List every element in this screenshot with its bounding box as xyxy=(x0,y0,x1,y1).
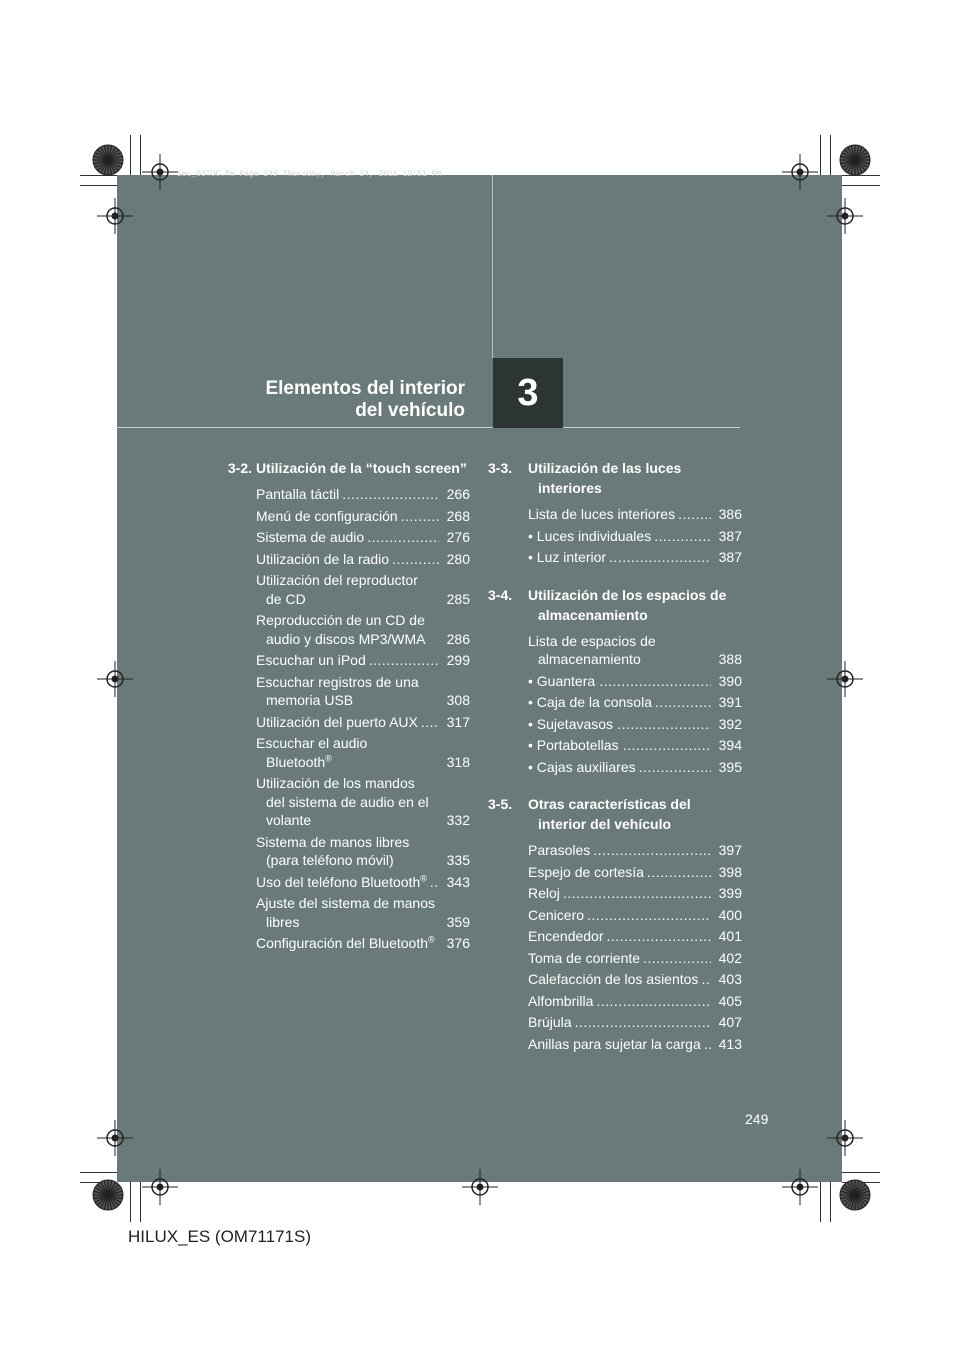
toc-entry-label: Escuchar registros de una memoria USB xyxy=(256,673,419,708)
toc-entry[interactable] xyxy=(528,693,742,712)
toc-entry-label: • Sujetavasos xyxy=(528,715,614,732)
dot-leader xyxy=(587,906,711,925)
dot-leader xyxy=(599,672,711,691)
toc-entry-page: 399 xyxy=(718,885,742,901)
divider-horizontal xyxy=(117,427,740,428)
toc-entry[interactable] xyxy=(528,505,742,524)
toc-entry[interactable] xyxy=(528,841,742,860)
toc-entry-page: 413 xyxy=(718,1035,742,1052)
toc-entry[interactable] xyxy=(528,927,742,946)
toc-entry-label: Anillas para sujetar la carga xyxy=(528,1035,701,1052)
toc-entry[interactable] xyxy=(256,713,470,732)
toc-entry[interactable] xyxy=(256,934,470,953)
registration-mark-icon xyxy=(827,198,863,234)
toc-entry-page: 335 xyxy=(446,852,470,868)
registration-mark-icon xyxy=(827,661,863,697)
toc-entry-label: Cenicero xyxy=(528,906,585,923)
toc-column-left xyxy=(200,458,470,961)
toc-column-right xyxy=(488,458,742,1071)
dot-leader xyxy=(643,949,711,968)
dot-leader xyxy=(563,884,711,903)
toc-entry-page: 387 xyxy=(718,527,742,544)
toc-entry-label: Sistema de audio xyxy=(256,529,365,545)
toc-entry-page: 392 xyxy=(718,715,742,732)
crop-mark xyxy=(140,1182,141,1222)
crop-mark xyxy=(830,1182,831,1222)
chapter-number: 3 xyxy=(493,358,563,428)
section-number: 3-4. xyxy=(488,586,513,603)
toc-entry-label: Pantalla táctil xyxy=(256,486,340,502)
toc-entry-page: 276 xyxy=(446,529,470,545)
toc-entry-label: • Luces individuales xyxy=(528,527,652,544)
toc-entry-page: 376 xyxy=(446,935,470,951)
dot-leader xyxy=(575,1013,711,1032)
toc-entry-page: 266 xyxy=(446,486,470,502)
toc-entry[interactable] xyxy=(528,884,742,903)
toc-entry-label: Lista de luces interiores xyxy=(528,506,676,522)
starburst-mark-icon xyxy=(839,144,871,176)
header-stamp: Sec_03TOC.fm Page 249 Thursday, March 24, 2011 12:51 PM xyxy=(177,170,442,179)
toc-entry[interactable] xyxy=(256,894,470,931)
toc-entry[interactable] xyxy=(256,774,470,830)
toc-entry[interactable] xyxy=(256,734,470,771)
dot-leader xyxy=(593,841,711,860)
section-title: Utilización de las luces interiores xyxy=(528,460,682,496)
toc-entry-label: • Guantera xyxy=(528,672,596,689)
divider-vertical xyxy=(492,175,493,358)
toc-entry-page: 343 xyxy=(446,873,470,890)
toc-entry-page: 402 xyxy=(718,949,742,966)
toc-entry[interactable] xyxy=(528,1035,742,1054)
toc-entry[interactable] xyxy=(256,673,470,710)
starburst-mark-icon xyxy=(92,1179,124,1211)
toc-entry-page: 318 xyxy=(446,753,470,770)
toc-entry-page: 407 xyxy=(718,1014,742,1030)
dot-leader xyxy=(367,528,439,547)
dot-leader xyxy=(655,693,711,712)
crop-mark xyxy=(80,185,117,186)
dot-leader xyxy=(342,485,439,504)
toc-entry[interactable] xyxy=(528,1013,742,1032)
toc-entry[interactable] xyxy=(528,992,742,1011)
toc-entry[interactable] xyxy=(256,528,470,547)
toc-entry-label: • Portabotellas xyxy=(528,737,619,753)
dot-leader xyxy=(639,758,711,777)
toc-entry[interactable] xyxy=(256,651,470,670)
toc-section xyxy=(488,458,742,567)
dot-leader xyxy=(623,736,711,755)
toc-entry[interactable] xyxy=(528,949,742,968)
toc-entry-label: Brújula xyxy=(528,1014,572,1030)
dot-leader xyxy=(392,550,439,569)
toc-entry-label: • Cajas auxiliares xyxy=(528,758,636,775)
toc-entry-page: 286 xyxy=(446,630,470,647)
toc-entry-page: 401 xyxy=(718,928,742,944)
toc-entry-page: 386 xyxy=(718,506,742,522)
chapter-title xyxy=(265,378,465,422)
toc-section xyxy=(200,458,470,953)
toc-entry-label: Menú de configuración xyxy=(256,507,398,524)
dot-leader xyxy=(438,934,439,953)
toc-entry[interactable] xyxy=(528,548,742,567)
registration-mark-icon xyxy=(97,1120,133,1156)
toc-entry-label: Toma de corriente xyxy=(528,949,641,966)
toc-entry-label: Escuchar el audio Bluetooth® xyxy=(256,735,368,770)
crop-mark xyxy=(80,1172,117,1173)
dot-leader xyxy=(401,507,439,526)
toc-entry-label: Reproducción de un CD de audio y discos MP3/WMA xyxy=(256,612,426,647)
toc-entry-page: 268 xyxy=(446,507,470,524)
toc-entry-label: Alfombrilla xyxy=(528,992,594,1009)
section-title: Otras características del interior del vehículo xyxy=(528,796,691,832)
toc-section xyxy=(488,585,742,777)
toc-entry-label: Reloj xyxy=(528,885,560,901)
section-number: 3-2. xyxy=(227,460,252,476)
crop-mark xyxy=(830,135,831,175)
toc-entry[interactable] xyxy=(256,611,470,648)
crop-mark xyxy=(130,135,131,175)
dot-leader xyxy=(421,713,439,732)
toc-entry[interactable] xyxy=(256,833,470,870)
toc-entry-page: 395 xyxy=(718,758,742,775)
toc-entry-label: Uso del teléfono Bluetooth® xyxy=(256,872,427,890)
toc-entry-label: Encendedor xyxy=(528,928,604,944)
footer-model-code: HILUX_ES (OM71171S) xyxy=(128,1227,311,1246)
registration-mark-icon xyxy=(97,661,133,697)
section-number: 3-3. xyxy=(488,460,513,476)
crop-mark xyxy=(130,1182,131,1222)
toc-entry-label: Escuchar un iPod xyxy=(256,652,366,668)
crop-mark xyxy=(140,135,141,175)
toc-entry-label: Utilización de los mandos del sistema de audio en el volante xyxy=(256,775,429,828)
toc-entry-page: 387 xyxy=(718,549,742,565)
dot-leader xyxy=(704,1035,711,1054)
toc-entry-page: 390 xyxy=(718,672,742,689)
dot-leader xyxy=(647,863,711,882)
dot-leader xyxy=(654,527,711,546)
toc-entry-label: Parasoles xyxy=(528,842,591,858)
chapter-title-line2: del vehículo xyxy=(355,400,465,421)
registration-mark-icon xyxy=(142,154,178,190)
registration-mark-icon xyxy=(782,154,818,190)
toc-entry[interactable] xyxy=(528,715,742,734)
dot-leader xyxy=(701,970,711,989)
toc-entry-page: 317 xyxy=(446,713,470,730)
registration-mark-icon xyxy=(462,1169,498,1205)
toc-entry[interactable] xyxy=(256,485,470,504)
dot-leader xyxy=(678,505,711,524)
toc-entry-label: Espejo de cortesía xyxy=(528,863,644,880)
toc-entry-page: 280 xyxy=(446,550,470,567)
dot-leader xyxy=(609,548,711,567)
toc-entry-page: 359 xyxy=(446,913,470,930)
toc-entry[interactable] xyxy=(528,527,742,546)
toc-entry-label: Ajuste del sistema de manos libres xyxy=(256,895,435,930)
toc-entry-page: 391 xyxy=(718,694,742,710)
toc-entry[interactable] xyxy=(256,873,470,892)
dot-leader xyxy=(607,927,711,946)
toc-entry-label: Sistema de manos libres (para teléfono móvil) xyxy=(256,833,410,868)
registration-mark-icon xyxy=(782,1169,818,1205)
toc-entry-label: Lista de espacios de almacenamiento xyxy=(528,632,656,667)
toc-entry-page: 394 xyxy=(718,737,742,753)
toc-entry[interactable] xyxy=(528,906,742,925)
toc-entry[interactable] xyxy=(528,672,742,691)
toc-entry-label: Calefacción de los asientos xyxy=(528,971,699,987)
toc-entry-page: 285 xyxy=(446,590,470,607)
crop-mark xyxy=(842,185,880,186)
toc-entry-page: 397 xyxy=(718,842,742,858)
section-title: Utilización de la “touch screen” xyxy=(256,460,467,476)
dot-leader xyxy=(617,715,711,734)
dot-leader xyxy=(596,992,711,1011)
toc-entry-label: • Caja de la consola xyxy=(528,694,652,710)
toc-entry-page: 398 xyxy=(718,863,742,880)
toc-entry[interactable] xyxy=(528,632,742,669)
starburst-mark-icon xyxy=(839,1179,871,1211)
toc-entry-label: Utilización del reproductor de CD xyxy=(256,572,418,607)
toc-section xyxy=(488,794,742,1053)
registration-mark-icon xyxy=(827,1120,863,1156)
crop-mark xyxy=(820,1182,821,1222)
dot-leader xyxy=(430,873,439,892)
toc-entry-label: • Luz interior xyxy=(528,549,607,565)
toc-entry-page: 308 xyxy=(446,692,470,708)
toc-entry-page: 388 xyxy=(718,651,742,667)
toc-entry[interactable] xyxy=(256,507,470,526)
section-number: 3-5. xyxy=(488,796,513,812)
page-number: 249 xyxy=(745,1111,769,1127)
toc-entry[interactable] xyxy=(528,736,742,755)
toc-entry-label: Utilización de la radio xyxy=(256,550,390,567)
dot-leader xyxy=(369,651,439,670)
toc-entry-label: Utilización del puerto AUX xyxy=(256,713,418,730)
toc-entry[interactable] xyxy=(256,550,470,569)
toc-entry[interactable] xyxy=(528,970,742,989)
section-title: Utilización de los espacios de almacenamiento xyxy=(528,586,727,623)
registration-mark-icon xyxy=(142,1169,178,1205)
toc-entry[interactable] xyxy=(256,571,470,608)
crop-mark xyxy=(842,1172,880,1173)
crop-mark xyxy=(820,135,821,175)
toc-entry-page: 400 xyxy=(718,906,742,923)
chapter-title-line1: Elementos del interior xyxy=(265,378,465,399)
toc-entry-page: 403 xyxy=(718,971,742,987)
toc-entry-page: 332 xyxy=(446,812,470,828)
toc-entry-page: 405 xyxy=(718,992,742,1009)
starburst-mark-icon xyxy=(92,144,124,176)
toc-entry[interactable] xyxy=(528,758,742,777)
toc-entry-page: 299 xyxy=(446,652,470,668)
toc-entry[interactable] xyxy=(528,863,742,882)
registration-mark-icon xyxy=(97,198,133,234)
toc-entry-label: Configuración del Bluetooth® xyxy=(256,934,435,951)
